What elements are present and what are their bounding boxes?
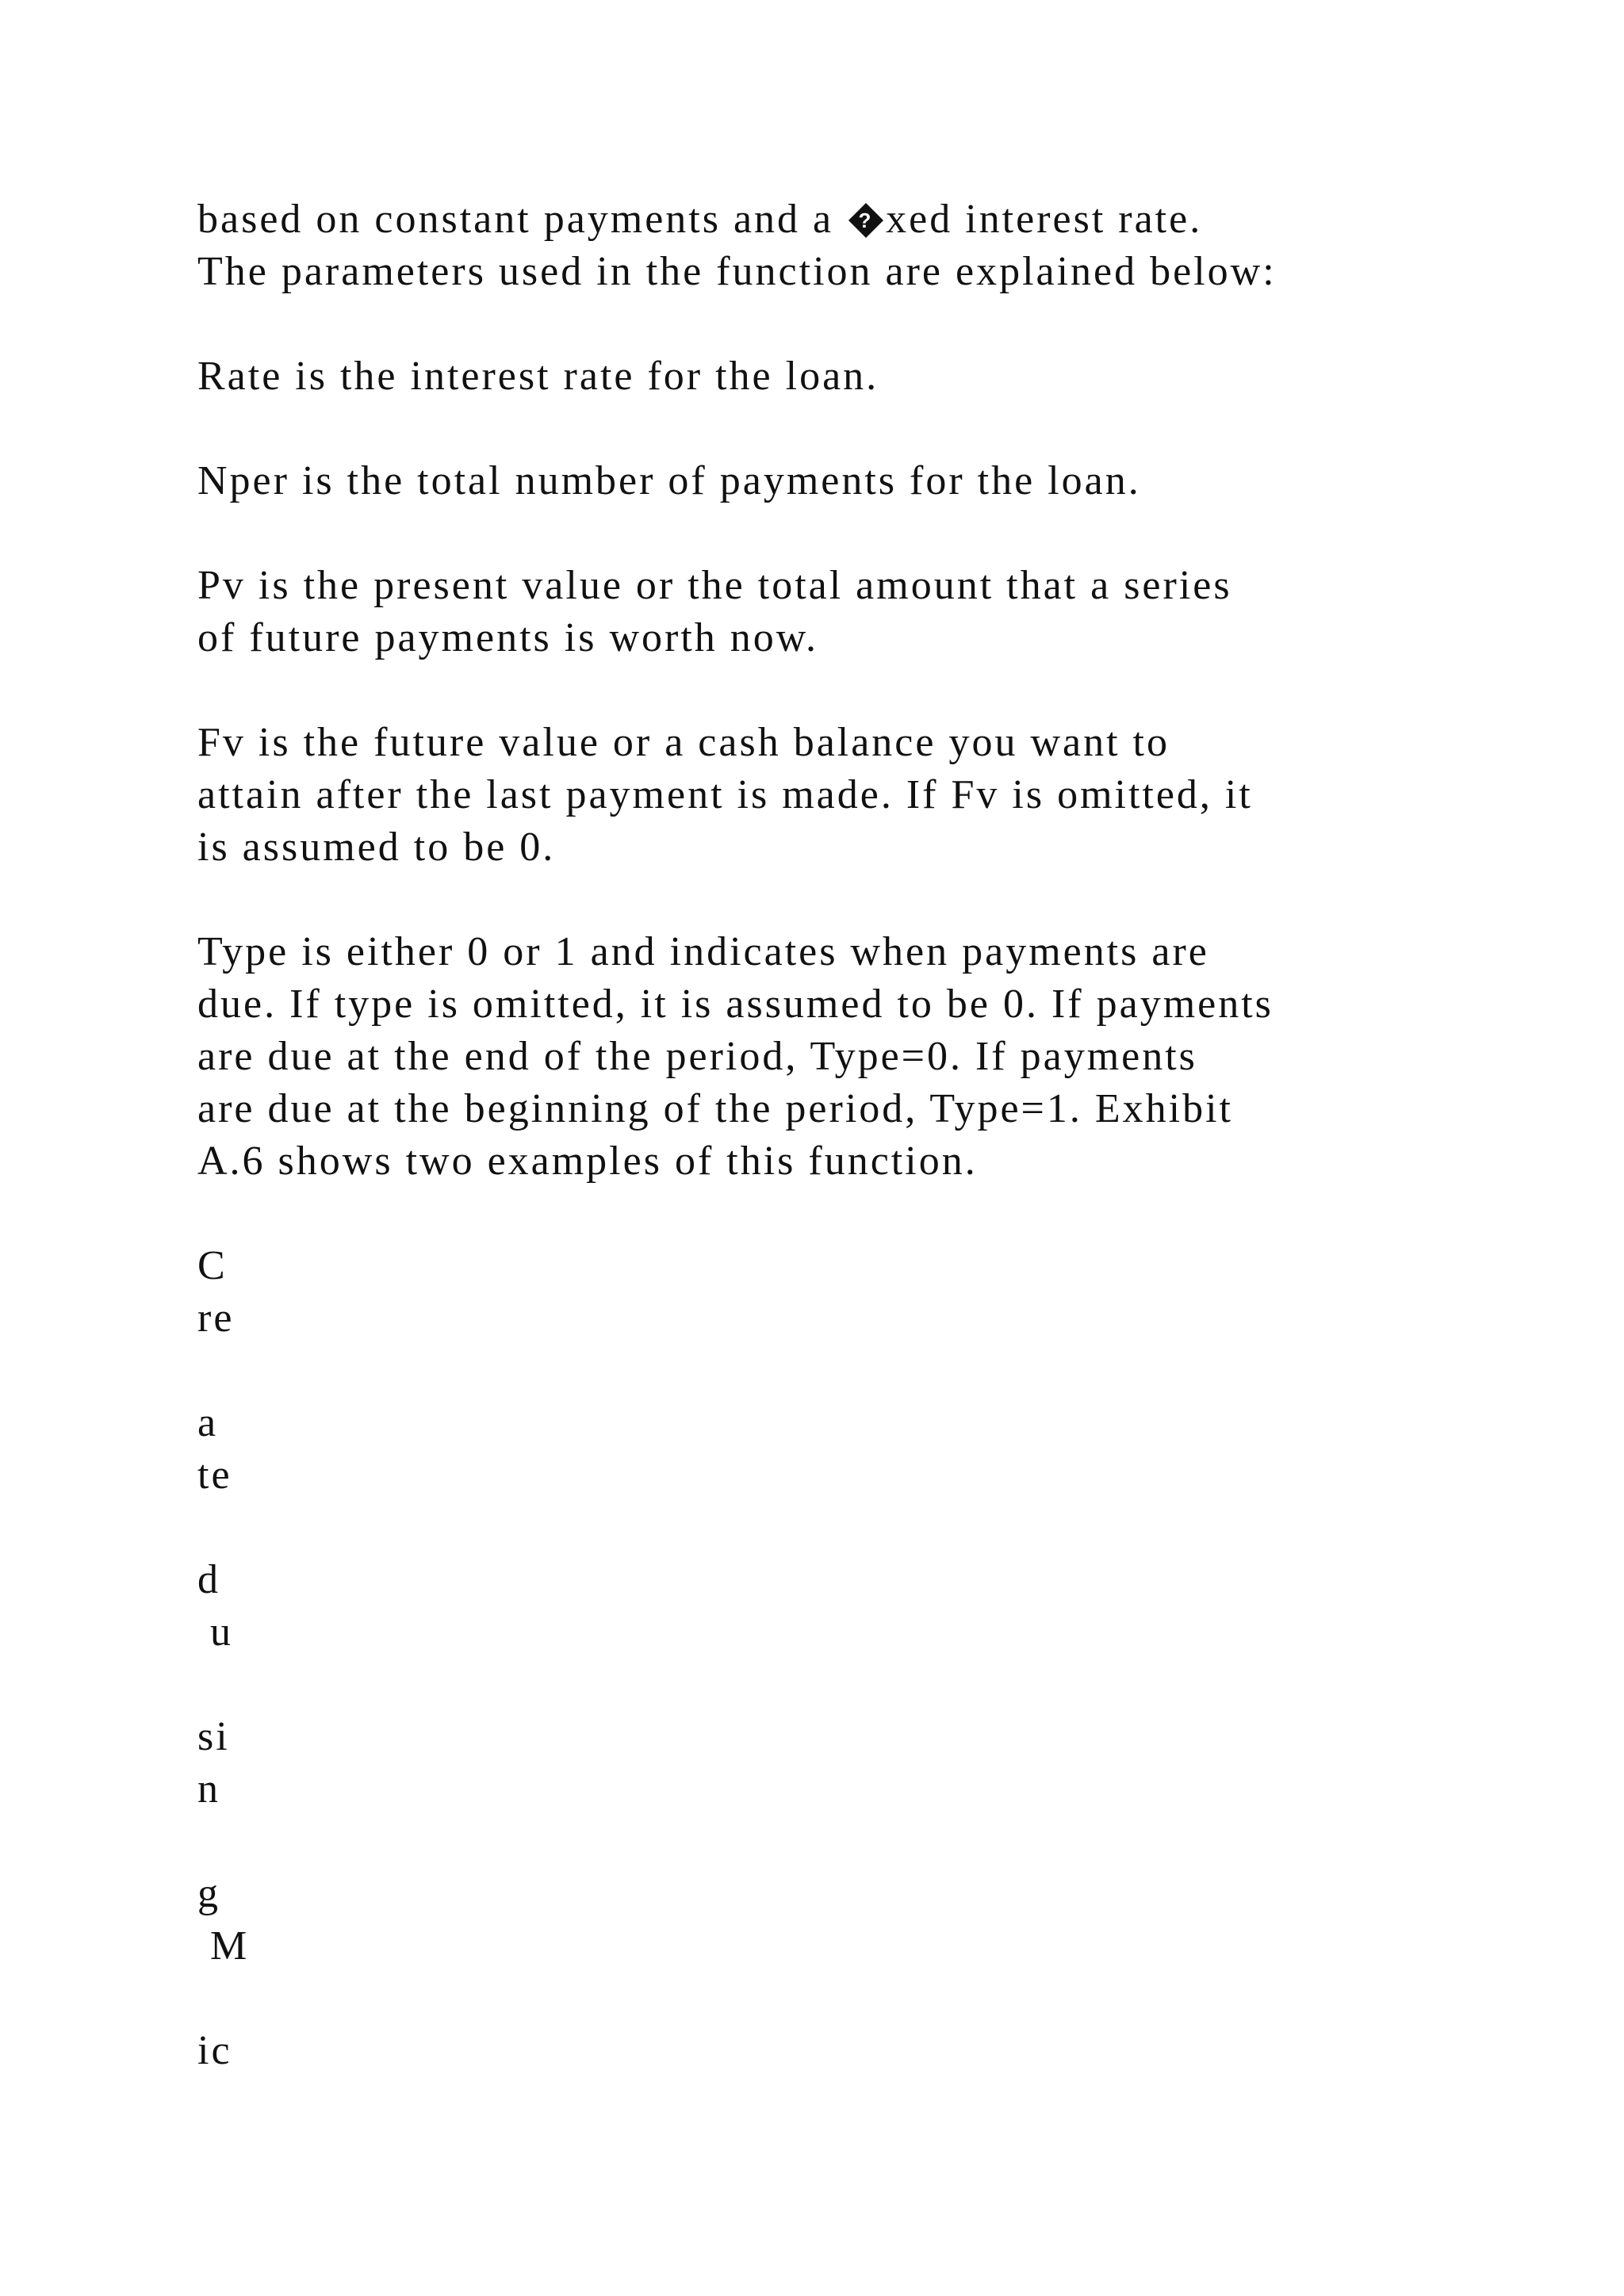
paragraph-spacer: [197, 298, 1545, 350]
paragraph-spacer: [197, 1345, 1545, 1397]
text-line: Fv is the future value or a cash balance you want to: [197, 720, 1170, 765]
text-line: due. If type is omitted, it is assumed to be 0. If payments: [197, 982, 1274, 1027]
paragraph-spacer: [197, 1973, 1545, 2025]
paragraph: [197, 560, 1545, 664]
paragraph-spacer: [197, 1188, 1545, 1240]
paragraph: [197, 1397, 1545, 1502]
text-line: M: [197, 1923, 250, 1969]
paragraph: [197, 350, 1545, 403]
paragraph-spacer: [197, 874, 1545, 926]
text-line: [197, 193, 1545, 246]
text-line: si: [197, 1714, 230, 1759]
paragraph: [197, 1240, 1545, 1345]
text-line: re: [197, 1295, 235, 1341]
paragraph-spacer: [197, 1816, 1545, 1868]
paragraph: [197, 1554, 1545, 1659]
paragraph-spacer: [197, 664, 1545, 717]
paragraph: [197, 1711, 1545, 1816]
paragraph-spacer: [197, 1659, 1545, 1711]
text-line: are due at the beginning of the period, Type=1. Exhibit: [197, 1086, 1233, 1131]
text-line: attain after the last payment is made. If Fv is omitted, it: [197, 772, 1253, 817]
text-line: d: [197, 1557, 220, 1602]
paragraph: [197, 455, 1545, 507]
text-line: is assumed to be 0.: [197, 825, 556, 870]
paragraph: [197, 1868, 1545, 1973]
replacement-character-icon: [848, 200, 884, 236]
text-line: a: [197, 1400, 219, 1445]
text-line: Rate is the interest rate for the loan.: [197, 354, 879, 399]
paragraph-spacer: [197, 1502, 1545, 1554]
svg-text:?: ?: [858, 209, 874, 232]
text-line: te: [197, 1452, 232, 1498]
text-line: A.6 shows two examples of this function.: [197, 1138, 978, 1184]
text-line: are due at the end of the period, Type=0. If payments: [197, 1034, 1197, 1079]
text-line: u: [197, 1609, 233, 1655]
text-line: C: [197, 1243, 228, 1288]
paragraph: [197, 926, 1545, 1188]
text-segment: based on constant payments and a: [197, 197, 847, 242]
text-line: Type is either 0 or 1 and indicates when payments are: [197, 929, 1209, 974]
text-line: ic: [197, 2028, 232, 2073]
paragraph-spacer: [197, 507, 1545, 560]
document-body: [197, 193, 1545, 2077]
paragraph: [197, 717, 1545, 874]
text-line: of future payments is worth now.: [197, 615, 818, 660]
paragraph: [197, 193, 1545, 298]
text-line: n: [197, 1766, 220, 1812]
text-segment: xed interest rate.: [886, 197, 1203, 242]
text-line: The parameters used in the function are explained below:: [197, 249, 1277, 294]
text-line: g: [197, 1871, 220, 1916]
paragraph: [197, 2025, 1545, 2077]
paragraph-spacer: [197, 403, 1545, 455]
text-line: Nper is the total number of payments for the loan.: [197, 458, 1141, 503]
text-line: Pv is the present value or the total amount that a series: [197, 563, 1232, 608]
